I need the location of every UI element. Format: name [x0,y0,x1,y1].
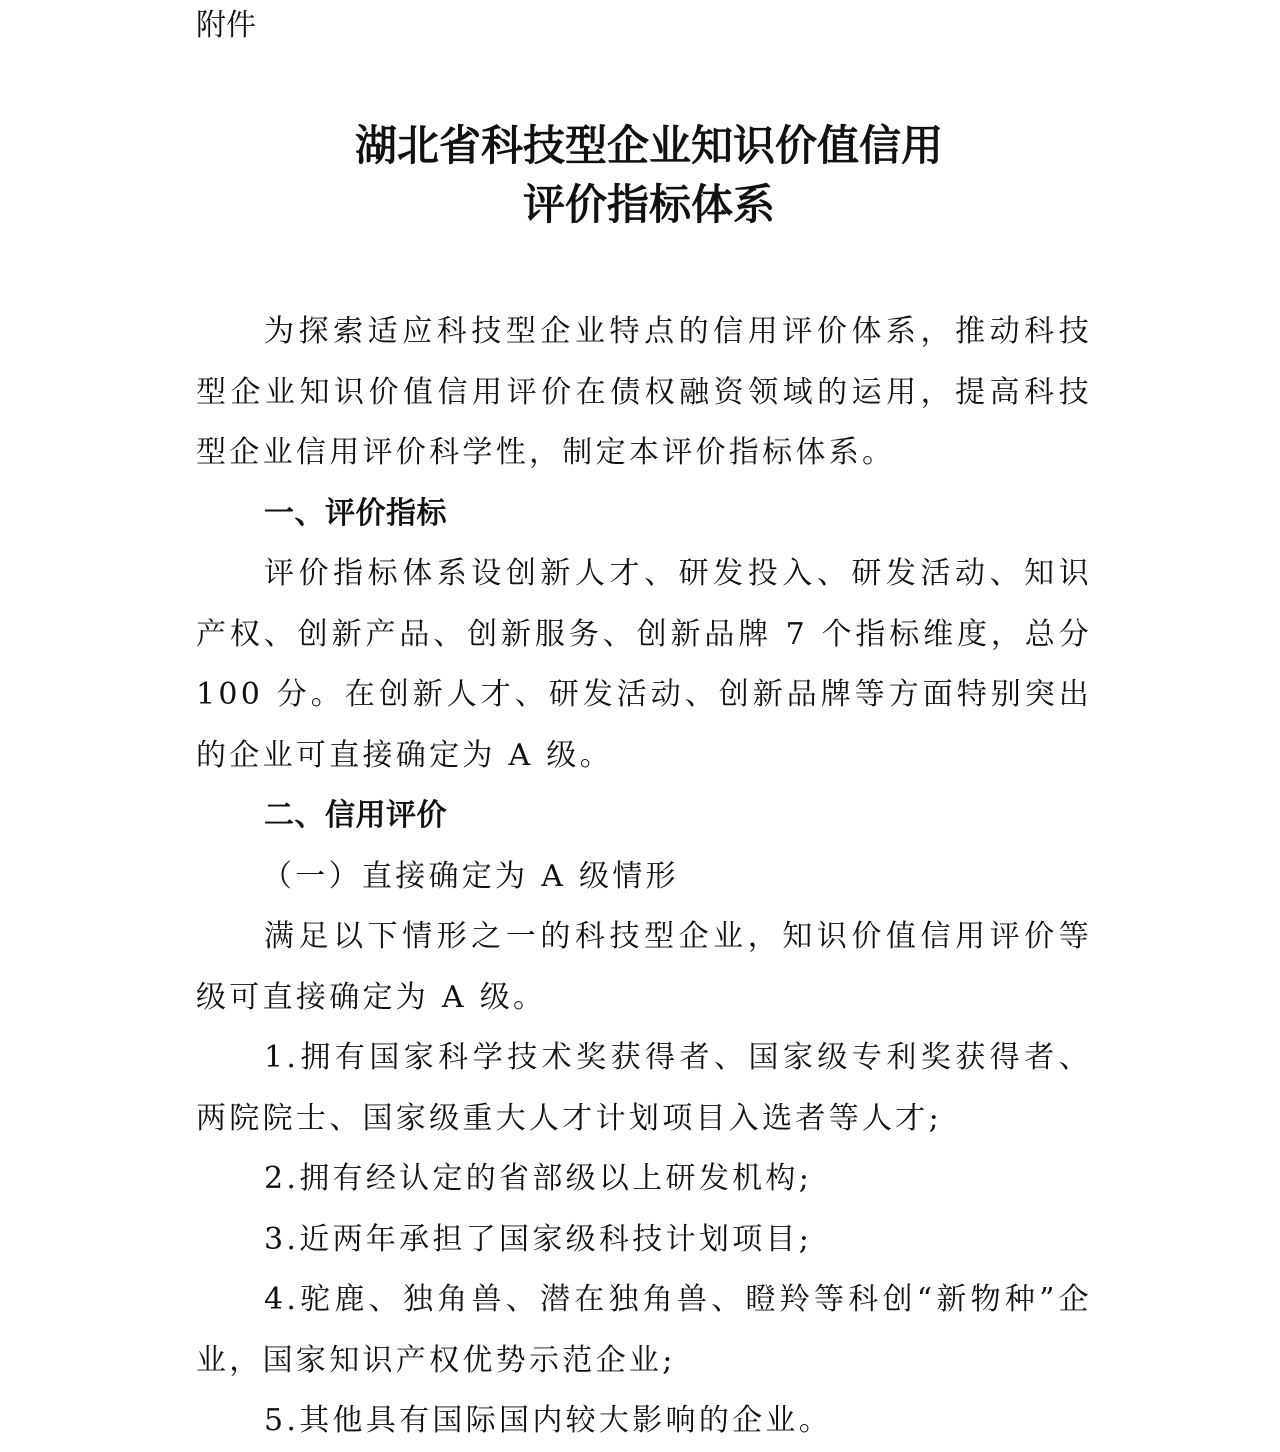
title-line-2: 评价指标体系 [522,180,775,229]
title-line-1: 湖北省科技型企业知识价值信用 [354,121,943,170]
section-paragraph-indicators: 评价指标体系设创新人才、研发投入、研发活动、知识产权、创新产品、创新服务、创新品牌 7 个指标维度，总分100 分。在创新人才、研发活动、创新品牌等方面特别突出的企业可直接确定为 A 级。 [196,556,1092,773]
document-body [196,302,1092,1452]
subsection-heading-direct-a-level: （一）直接确定为 A 级情形 [262,858,679,894]
list-item: 5.其他具有国际国内较大影响的企业。 [264,1403,833,1438]
list-item: 2.拥有经认定的省部级以上研发机构; [264,1161,813,1196]
subsection-paragraph: 满足以下情形之一的科技型企业，知识价值信用评价等级可直接确定为 A 级。 [196,919,1092,1015]
list-item: 3.近两年承担了国家级科技计划项目; [264,1221,813,1257]
section-heading-evaluation-indicators: 一、评价指标 [264,495,447,531]
document-title [196,116,1102,234]
attachment-label: 附件 [196,8,256,43]
list-item: 1.拥有国家科学技术奖获得者、国家级专利奖获得者、两院院士、国家级重大人才计划项目入选者等人才; [196,1040,1092,1136]
list-item: 4.驼鹿、独角兽、潜在独角兽、瞪羚等科创“新物种”企业，国家知识产权优势示范企业; [196,1282,1092,1378]
intro-paragraph: 为探索适应科技型企业特点的信用评价体系，推动科技型企业知识价值信用评价在债权融资领域的运用，提高科技型企业信用评价科学性，制定本评价指标体系。 [196,314,1092,470]
section-heading-credit-evaluation: 二、信用评价 [264,798,447,833]
